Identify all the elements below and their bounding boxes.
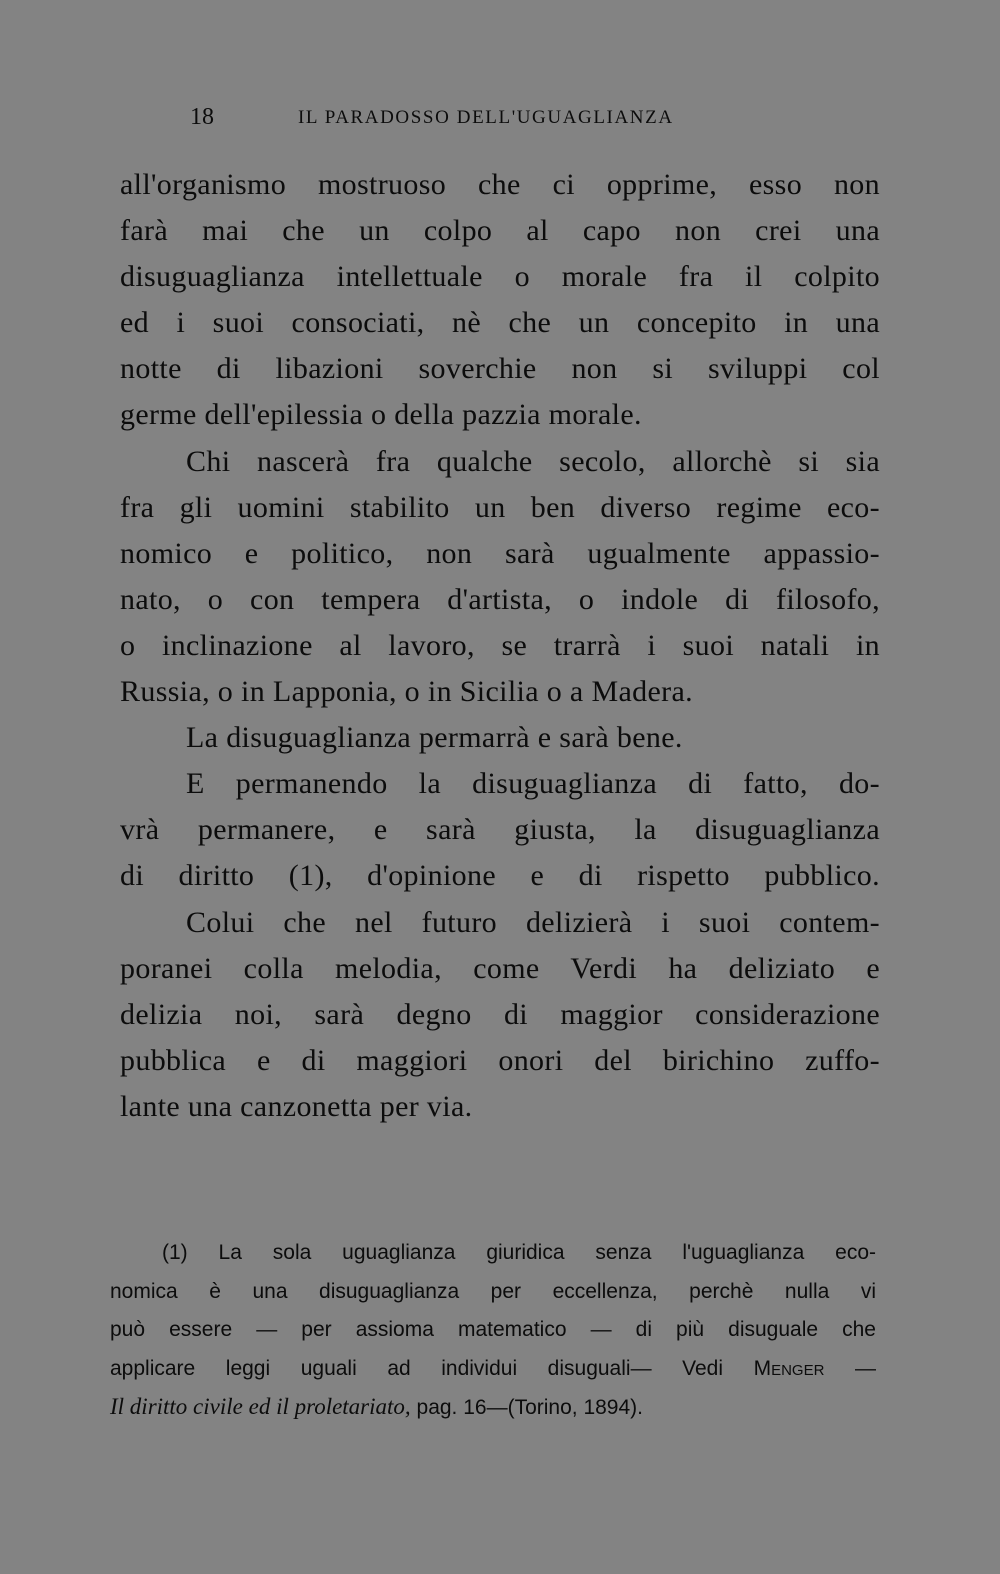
footnote-line: nomica è una disuguaglianza per eccellenza, perchè nulla vi — [110, 1279, 876, 1303]
body-line: notte di libazioni soverchie non si sviluppi col — [120, 352, 880, 386]
footnote-book-title: Il diritto civile ed il proletariato, — [110, 1394, 411, 1419]
body-line: vrà permanere, e sarà giusta, la disuguaglianza — [120, 813, 880, 847]
body-line: lante una canzonetta per via. — [120, 1089, 473, 1123]
body-line: poranei colla melodia, come Verdi ha deliziato e — [120, 951, 880, 985]
body-line: nomico e politico, non sarà ugualmente appassio- — [120, 536, 880, 570]
body-line: nato, o con tempera d'artista, o indole di filosofo, — [120, 582, 880, 616]
footnote-line — [110, 1388, 876, 1427]
body-line: Colui che nel futuro delizierà i suoi contem- — [186, 905, 880, 939]
footnote — [110, 1234, 876, 1427]
body-line: Russia, o in Lapponia, o in Sicilia o a Madera. — [120, 675, 694, 709]
running-header — [190, 100, 750, 134]
footnote-line — [110, 1350, 876, 1389]
body-line: o inclinazione al lavoro, se trarrà i suoi natali in — [120, 628, 880, 662]
body-text — [120, 162, 880, 1130]
body-line: farà mai che un colpo al capo non crei una — [120, 214, 880, 248]
body-line: delizia noi, sarà degno di maggior considerazione — [120, 997, 880, 1031]
footnote-dash: — — [854, 1356, 876, 1380]
body-line: Chi nascerà fra qualche secolo, allorchè si sia — [186, 444, 880, 478]
running-title: IL PARADOSSO DELL'UGUAGLIANZA — [298, 107, 674, 128]
body-line: ed i suoi consociati, nè che un concepito in una — [120, 306, 880, 340]
body-line: La disuguaglianza permarrà e sarà bene. — [186, 721, 683, 755]
body-line: fra gli uomini stabilito un ben diverso regime eco- — [120, 490, 880, 524]
body-line: all'organismo mostruoso che ci opprime, esso non — [120, 168, 880, 201]
footnote-author: Menger — [753, 1356, 825, 1380]
footnote-line: può essere — per assioma matematico — di più disuguale che — [110, 1318, 876, 1341]
page-number: 18 — [190, 104, 214, 130]
body-line: di diritto (1), d'opinione e di rispetto pubblico. — [120, 859, 880, 893]
footnote-citation: pag. 16—(Torino, 1894). — [416, 1396, 643, 1419]
footnote-text: applicare leggi uguali ad individui disuguali— Vedi — [110, 1356, 724, 1380]
body-line: germe dell'epilessia o della pazzia morale. — [120, 398, 642, 432]
body-line: pubblica e di maggiori onori del birichino zuffo- — [120, 1043, 880, 1077]
body-line: E permanendo la disuguaglianza di fatto, do- — [186, 767, 880, 801]
footnote-line: (1) La sola uguaglianza giuridica senza l'uguaglianza eco- — [162, 1241, 876, 1264]
body-line: disuguaglianza intellettuale o morale fra il colpito — [120, 260, 880, 294]
